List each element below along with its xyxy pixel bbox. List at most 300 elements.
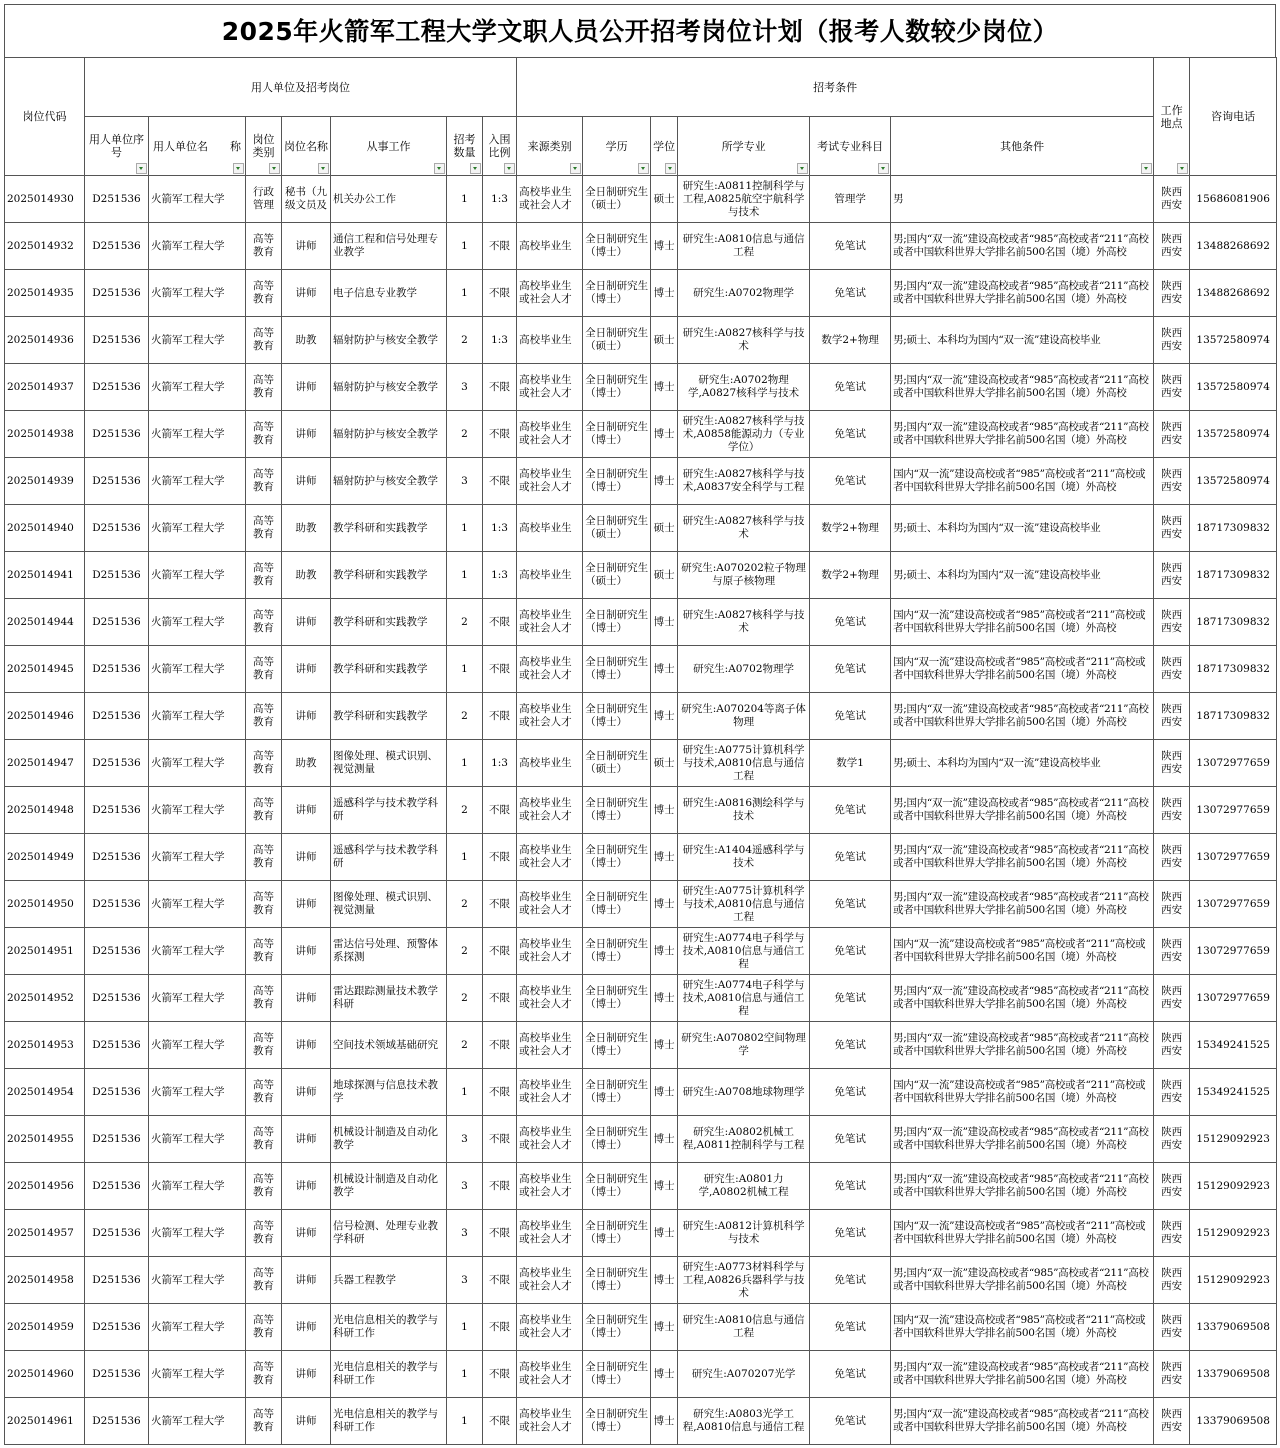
cell-location[interactable]: 陕西西安 xyxy=(1154,1398,1190,1445)
cell-education[interactable]: 全日制研究生（博士） xyxy=(583,693,651,740)
cell-other[interactable]: 男 xyxy=(891,176,1154,223)
cell-major[interactable]: 研究生:A0702物理学 xyxy=(678,270,810,317)
cell-ratio[interactable]: 不限 xyxy=(483,458,517,505)
cell-major[interactable]: 研究生:A0816测绘科学与技术 xyxy=(678,787,810,834)
cell-other[interactable]: 男;国内“双一流”建设高校或者“985”高校或者“211”高校或者中国软科世界大学排名前500名国（境）外高校 xyxy=(891,1022,1154,1069)
cell-work[interactable]: 辐射防护与核安全教学 xyxy=(331,458,447,505)
cell-count[interactable]: 3 xyxy=(447,1163,483,1210)
cell-phone[interactable]: 15129092923 xyxy=(1190,1210,1277,1257)
filter-dropdown-icon[interactable] xyxy=(233,163,244,174)
cell-phone[interactable]: 13572580974 xyxy=(1190,317,1277,364)
cell-ratio[interactable]: 1:3 xyxy=(483,505,517,552)
cell-work[interactable]: 机关办公工作 xyxy=(331,176,447,223)
cell-degree[interactable]: 硕士 xyxy=(651,317,678,364)
cell-code[interactable]: 2025014953 xyxy=(5,1022,85,1069)
cell-work[interactable]: 光电信息相关的教学与科研工作 xyxy=(331,1304,447,1351)
cell-education[interactable]: 全日制研究生（博士） xyxy=(583,1116,651,1163)
cell-exam[interactable]: 免笔试 xyxy=(810,881,891,928)
cell-degree[interactable]: 硕士 xyxy=(651,505,678,552)
cell-phone[interactable]: 13572580974 xyxy=(1190,458,1277,505)
cell-major[interactable]: 研究生:A070204等离子体物理 xyxy=(678,693,810,740)
cell-phone[interactable]: 18717309832 xyxy=(1190,599,1277,646)
cell-phone[interactable]: 13488268692 xyxy=(1190,223,1277,270)
cell-ratio[interactable]: 不限 xyxy=(483,975,517,1022)
cell-exam[interactable]: 免笔试 xyxy=(810,1116,891,1163)
cell-unit-no[interactable]: D251536 xyxy=(85,1069,149,1116)
cell-education[interactable]: 全日制研究生（博士） xyxy=(583,270,651,317)
cell-post-name[interactable]: 讲师 xyxy=(282,881,331,928)
cell-post-name[interactable]: 讲师 xyxy=(282,411,331,458)
cell-unit-no[interactable]: D251536 xyxy=(85,1022,149,1069)
cell-exam[interactable]: 免笔试 xyxy=(810,975,891,1022)
cell-post-type[interactable]: 高等教育 xyxy=(246,1398,282,1445)
cell-other[interactable]: 男;国内“双一流”建设高校或者“985”高校或者“211”高校或者中国软科世界大学排名前500名国（境）外高校 xyxy=(891,834,1154,881)
cell-location[interactable]: 陕西西安 xyxy=(1154,1163,1190,1210)
cell-count[interactable]: 3 xyxy=(447,1116,483,1163)
cell-source[interactable]: 高校毕业生或社会人才 xyxy=(517,1163,583,1210)
cell-phone[interactable]: 18717309832 xyxy=(1190,693,1277,740)
cell-ratio[interactable]: 不限 xyxy=(483,1210,517,1257)
cell-unit-no[interactable]: D251536 xyxy=(85,317,149,364)
cell-degree[interactable]: 博士 xyxy=(651,928,678,975)
filter-dropdown-icon[interactable] xyxy=(136,163,147,174)
cell-other[interactable]: 男;国内“双一流”建设高校或者“985”高校或者“211”高校或者中国软科世界大学排名前500名国（境）外高校 xyxy=(891,411,1154,458)
cell-count[interactable]: 1 xyxy=(447,176,483,223)
cell-exam[interactable]: 免笔试 xyxy=(810,787,891,834)
cell-code[interactable]: 2025014955 xyxy=(5,1116,85,1163)
cell-other[interactable]: 国内“双一流”建设高校或者“985”高校或者“211”高校或者中国软科世界大学排名前500名国（境）外高校 xyxy=(891,599,1154,646)
cell-degree[interactable]: 硕士 xyxy=(651,552,678,599)
cell-education[interactable]: 全日制研究生（博士） xyxy=(583,364,651,411)
cell-unit-no[interactable]: D251536 xyxy=(85,646,149,693)
cell-phone[interactable]: 13072977659 xyxy=(1190,975,1277,1022)
cell-work[interactable]: 图像处理、模式识别、视觉测量 xyxy=(331,740,447,787)
filter-dropdown-icon[interactable] xyxy=(1141,163,1152,174)
cell-exam[interactable]: 免笔试 xyxy=(810,928,891,975)
cell-source[interactable]: 高校毕业生 xyxy=(517,505,583,552)
cell-post-name[interactable]: 讲师 xyxy=(282,1022,331,1069)
cell-ratio[interactable]: 1:3 xyxy=(483,740,517,787)
cell-work[interactable]: 空间技术领域基础研究 xyxy=(331,1022,447,1069)
cell-code[interactable]: 2025014959 xyxy=(5,1304,85,1351)
cell-degree[interactable]: 博士 xyxy=(651,1116,678,1163)
cell-unit-name[interactable]: 火箭军工程大学 xyxy=(149,1163,246,1210)
cell-ratio[interactable]: 不限 xyxy=(483,270,517,317)
cell-unit-no[interactable]: D251536 xyxy=(85,223,149,270)
cell-major[interactable]: 研究生:A0775计算机科学与技术,A0810信息与通信工程 xyxy=(678,881,810,928)
cell-ratio[interactable]: 不限 xyxy=(483,599,517,646)
cell-location[interactable]: 陕西西安 xyxy=(1154,1257,1190,1304)
cell-exam[interactable]: 数学1 xyxy=(810,740,891,787)
cell-work[interactable]: 雷达信号处理、预警体系探测 xyxy=(331,928,447,975)
cell-location[interactable]: 陕西西安 xyxy=(1154,1069,1190,1116)
cell-education[interactable]: 全日制研究生（博士） xyxy=(583,1398,651,1445)
cell-post-type[interactable]: 高等教育 xyxy=(246,1210,282,1257)
cell-post-name[interactable]: 讲师 xyxy=(282,223,331,270)
cell-code[interactable]: 2025014941 xyxy=(5,552,85,599)
cell-unit-name[interactable]: 火箭军工程大学 xyxy=(149,834,246,881)
cell-post-type[interactable]: 高等教育 xyxy=(246,317,282,364)
cell-code[interactable]: 2025014944 xyxy=(5,599,85,646)
cell-unit-name[interactable]: 火箭军工程大学 xyxy=(149,1116,246,1163)
cell-education[interactable]: 全日制研究生（博士） xyxy=(583,1351,651,1398)
cell-code[interactable]: 2025014937 xyxy=(5,364,85,411)
cell-post-type[interactable]: 高等教育 xyxy=(246,881,282,928)
cell-major[interactable]: 研究生:A070207光学 xyxy=(678,1351,810,1398)
cell-count[interactable]: 3 xyxy=(447,1257,483,1304)
cell-post-name[interactable]: 秘书（九级文员及 xyxy=(282,176,331,223)
cell-count[interactable]: 2 xyxy=(447,411,483,458)
cell-exam[interactable]: 免笔试 xyxy=(810,1069,891,1116)
cell-post-name[interactable]: 讲师 xyxy=(282,364,331,411)
cell-phone[interactable]: 18717309832 xyxy=(1190,552,1277,599)
cell-code[interactable]: 2025014940 xyxy=(5,505,85,552)
cell-code[interactable]: 2025014957 xyxy=(5,1210,85,1257)
cell-post-name[interactable]: 讲师 xyxy=(282,834,331,881)
cell-code[interactable]: 2025014950 xyxy=(5,881,85,928)
cell-post-type[interactable]: 高等教育 xyxy=(246,1069,282,1116)
filter-dropdown-icon[interactable] xyxy=(318,163,329,174)
cell-post-type[interactable]: 高等教育 xyxy=(246,599,282,646)
cell-education[interactable]: 全日制研究生（博士） xyxy=(583,1257,651,1304)
cell-unit-name[interactable]: 火箭军工程大学 xyxy=(149,1022,246,1069)
cell-ratio[interactable]: 不限 xyxy=(483,1022,517,1069)
cell-post-type[interactable]: 高等教育 xyxy=(246,458,282,505)
cell-unit-name[interactable]: 火箭军工程大学 xyxy=(149,317,246,364)
cell-degree[interactable]: 博士 xyxy=(651,646,678,693)
cell-post-type[interactable]: 高等教育 xyxy=(246,505,282,552)
cell-exam[interactable]: 免笔试 xyxy=(810,646,891,693)
cell-major[interactable]: 研究生:A0802机械工程,A0811控制科学与工程 xyxy=(678,1116,810,1163)
cell-other[interactable]: 男;国内“双一流”建设高校或者“985”高校或者“211”高校或者中国软科世界大学排名前500名国（境）外高校 xyxy=(891,270,1154,317)
cell-education[interactable]: 全日制研究生（博士） xyxy=(583,411,651,458)
cell-education[interactable]: 全日制研究生（博士） xyxy=(583,1022,651,1069)
cell-unit-no[interactable]: D251536 xyxy=(85,693,149,740)
cell-degree[interactable]: 博士 xyxy=(651,270,678,317)
cell-other[interactable]: 男;国内“双一流”建设高校或者“985”高校或者“211”高校或者中国软科世界大学排名前500名国（境）外高校 xyxy=(891,223,1154,270)
cell-major[interactable]: 研究生:A0774电子科学与技术,A0810信息与通信工程 xyxy=(678,928,810,975)
cell-post-name[interactable]: 讲师 xyxy=(282,1163,331,1210)
cell-education[interactable]: 全日制研究生（硕士） xyxy=(583,317,651,364)
cell-count[interactable]: 2 xyxy=(447,975,483,1022)
cell-major[interactable]: 研究生:A0708地球物理学 xyxy=(678,1069,810,1116)
cell-count[interactable]: 2 xyxy=(447,928,483,975)
cell-phone[interactable]: 15129092923 xyxy=(1190,1163,1277,1210)
cell-major[interactable]: 研究生:A070202粒子物理与原子核物理 xyxy=(678,552,810,599)
cell-source[interactable]: 高校毕业生或社会人才 xyxy=(517,928,583,975)
cell-exam[interactable]: 数学2+物理 xyxy=(810,505,891,552)
cell-code[interactable]: 2025014939 xyxy=(5,458,85,505)
cell-post-name[interactable]: 讲师 xyxy=(282,787,331,834)
cell-unit-no[interactable]: D251536 xyxy=(85,364,149,411)
cell-count[interactable]: 1 xyxy=(447,740,483,787)
cell-degree[interactable]: 博士 xyxy=(651,1163,678,1210)
cell-education[interactable]: 全日制研究生（博士） xyxy=(583,975,651,1022)
cell-major[interactable]: 研究生:A0812计算机科学与技术 xyxy=(678,1210,810,1257)
cell-unit-no[interactable]: D251536 xyxy=(85,928,149,975)
cell-post-name[interactable]: 讲师 xyxy=(282,1116,331,1163)
cell-other[interactable]: 国内“双一流”建设高校或者“985”高校或者“211”高校或者中国软科世界大学排名前500名国（境）外高校 xyxy=(891,1069,1154,1116)
cell-post-type[interactable]: 高等教育 xyxy=(246,975,282,1022)
cell-exam[interactable]: 免笔试 xyxy=(810,1257,891,1304)
cell-location[interactable]: 陕西西安 xyxy=(1154,928,1190,975)
cell-post-type[interactable]: 高等教育 xyxy=(246,270,282,317)
cell-code[interactable]: 2025014938 xyxy=(5,411,85,458)
cell-unit-name[interactable]: 火箭军工程大学 xyxy=(149,364,246,411)
cell-unit-name[interactable]: 火箭军工程大学 xyxy=(149,176,246,223)
cell-degree[interactable]: 博士 xyxy=(651,1022,678,1069)
cell-work[interactable]: 辐射防护与核安全教学 xyxy=(331,364,447,411)
cell-education[interactable]: 全日制研究生（博士） xyxy=(583,1163,651,1210)
cell-location[interactable]: 陕西西安 xyxy=(1154,834,1190,881)
cell-unit-no[interactable]: D251536 xyxy=(85,1257,149,1304)
cell-source[interactable]: 高校毕业生或社会人才 xyxy=(517,1022,583,1069)
cell-work[interactable]: 教学科研和实践教学 xyxy=(331,646,447,693)
cell-education[interactable]: 全日制研究生（博士） xyxy=(583,646,651,693)
cell-other[interactable]: 男;国内“双一流”建设高校或者“985”高校或者“211”高校或者中国软科世界大学排名前500名国（境）外高校 xyxy=(891,364,1154,411)
cell-unit-no[interactable]: D251536 xyxy=(85,881,149,928)
cell-phone[interactable]: 15349241525 xyxy=(1190,1069,1277,1116)
cell-exam[interactable]: 免笔试 xyxy=(810,364,891,411)
cell-ratio[interactable]: 不限 xyxy=(483,1116,517,1163)
cell-code[interactable]: 2025014952 xyxy=(5,975,85,1022)
cell-unit-no[interactable]: D251536 xyxy=(85,552,149,599)
cell-work[interactable]: 雷达跟踪测量技术教学科研 xyxy=(331,975,447,1022)
filter-dropdown-icon[interactable] xyxy=(470,163,481,174)
cell-code[interactable]: 2025014945 xyxy=(5,646,85,693)
cell-exam[interactable]: 免笔试 xyxy=(810,599,891,646)
cell-exam[interactable]: 数学2+物理 xyxy=(810,552,891,599)
cell-phone[interactable]: 13072977659 xyxy=(1190,834,1277,881)
cell-location[interactable]: 陕西西安 xyxy=(1154,1022,1190,1069)
cell-major[interactable]: 研究生:A0827核科学与技术 xyxy=(678,317,810,364)
cell-source[interactable]: 高校毕业生或社会人才 xyxy=(517,1398,583,1445)
cell-exam[interactable]: 免笔试 xyxy=(810,834,891,881)
cell-exam[interactable]: 免笔试 xyxy=(810,1351,891,1398)
filter-dropdown-icon[interactable] xyxy=(638,163,649,174)
cell-post-type[interactable]: 高等教育 xyxy=(246,693,282,740)
cell-source[interactable]: 高校毕业生或社会人才 xyxy=(517,693,583,740)
cell-unit-no[interactable]: D251536 xyxy=(85,740,149,787)
cell-work[interactable]: 辐射防护与核安全教学 xyxy=(331,411,447,458)
cell-work[interactable]: 兵器工程教学 xyxy=(331,1257,447,1304)
cell-ratio[interactable]: 不限 xyxy=(483,881,517,928)
cell-exam[interactable]: 免笔试 xyxy=(810,1210,891,1257)
cell-unit-name[interactable]: 火箭军工程大学 xyxy=(149,740,246,787)
cell-other[interactable]: 男;国内“双一流”建设高校或者“985”高校或者“211”高校或者中国软科世界大学排名前500名国（境）外高校 xyxy=(891,787,1154,834)
cell-phone[interactable]: 13572580974 xyxy=(1190,364,1277,411)
cell-source[interactable]: 高校毕业生或社会人才 xyxy=(517,1257,583,1304)
cell-code[interactable]: 2025014961 xyxy=(5,1398,85,1445)
cell-unit-name[interactable]: 火箭军工程大学 xyxy=(149,881,246,928)
cell-code[interactable]: 2025014958 xyxy=(5,1257,85,1304)
cell-count[interactable]: 1 xyxy=(447,1304,483,1351)
cell-post-type[interactable]: 高等教育 xyxy=(246,411,282,458)
cell-count[interactable]: 1 xyxy=(447,834,483,881)
cell-post-type[interactable]: 高等教育 xyxy=(246,1116,282,1163)
cell-post-name[interactable]: 助教 xyxy=(282,740,331,787)
cell-count[interactable]: 3 xyxy=(447,364,483,411)
cell-post-type[interactable]: 高等教育 xyxy=(246,646,282,693)
cell-ratio[interactable]: 不限 xyxy=(483,1304,517,1351)
cell-location[interactable]: 陕西西安 xyxy=(1154,176,1190,223)
cell-unit-no[interactable]: D251536 xyxy=(85,1304,149,1351)
cell-count[interactable]: 1 xyxy=(447,1398,483,1445)
cell-major[interactable]: 研究生:A0827核科学与技术 xyxy=(678,599,810,646)
cell-major[interactable]: 研究生:A0811控制科学与工程,A0825航空宇航科学与技术 xyxy=(678,176,810,223)
cell-unit-no[interactable]: D251536 xyxy=(85,1163,149,1210)
cell-count[interactable]: 1 xyxy=(447,1351,483,1398)
cell-work[interactable]: 教学科研和实践教学 xyxy=(331,505,447,552)
cell-post-name[interactable]: 助教 xyxy=(282,505,331,552)
cell-code[interactable]: 2025014930 xyxy=(5,176,85,223)
cell-source[interactable]: 高校毕业生或社会人才 xyxy=(517,881,583,928)
cell-degree[interactable]: 硕士 xyxy=(651,176,678,223)
cell-degree[interactable]: 博士 xyxy=(651,1304,678,1351)
cell-phone[interactable]: 13072977659 xyxy=(1190,740,1277,787)
cell-degree[interactable]: 博士 xyxy=(651,1257,678,1304)
cell-education[interactable]: 全日制研究生（博士） xyxy=(583,1210,651,1257)
cell-post-type[interactable]: 高等教育 xyxy=(246,364,282,411)
cell-ratio[interactable]: 1:3 xyxy=(483,176,517,223)
cell-ratio[interactable]: 不限 xyxy=(483,1398,517,1445)
cell-code[interactable]: 2025014935 xyxy=(5,270,85,317)
cell-ratio[interactable]: 不限 xyxy=(483,411,517,458)
cell-unit-name[interactable]: 火箭军工程大学 xyxy=(149,787,246,834)
cell-phone[interactable]: 15349241525 xyxy=(1190,1022,1277,1069)
cell-major[interactable]: 研究生:A070802空间物理学 xyxy=(678,1022,810,1069)
cell-unit-no[interactable]: D251536 xyxy=(85,458,149,505)
cell-source[interactable]: 高校毕业生或社会人才 xyxy=(517,364,583,411)
cell-unit-name[interactable]: 火箭军工程大学 xyxy=(149,1210,246,1257)
cell-ratio[interactable]: 不限 xyxy=(483,1163,517,1210)
cell-exam[interactable]: 免笔试 xyxy=(810,223,891,270)
cell-other[interactable]: 男;硕士、本科均为国内“双一流”建设高校毕业 xyxy=(891,740,1154,787)
cell-ratio[interactable]: 1:3 xyxy=(483,552,517,599)
cell-location[interactable]: 陕西西安 xyxy=(1154,270,1190,317)
cell-degree[interactable]: 博士 xyxy=(651,693,678,740)
cell-source[interactable]: 高校毕业生或社会人才 xyxy=(517,1069,583,1116)
cell-source[interactable]: 高校毕业生 xyxy=(517,317,583,364)
cell-source[interactable]: 高校毕业生或社会人才 xyxy=(517,1210,583,1257)
cell-post-name[interactable]: 讲师 xyxy=(282,1257,331,1304)
cell-post-name[interactable]: 讲师 xyxy=(282,1398,331,1445)
cell-source[interactable]: 高校毕业生或社会人才 xyxy=(517,975,583,1022)
filter-dropdown-icon[interactable] xyxy=(1177,163,1188,174)
cell-work[interactable]: 遥感科学与技术教学科研 xyxy=(331,787,447,834)
cell-location[interactable]: 陕西西安 xyxy=(1154,646,1190,693)
cell-post-type[interactable]: 行政管理 xyxy=(246,176,282,223)
cell-post-name[interactable]: 讲师 xyxy=(282,646,331,693)
cell-count[interactable]: 1 xyxy=(447,270,483,317)
filter-dropdown-icon[interactable] xyxy=(504,163,515,174)
cell-ratio[interactable]: 不限 xyxy=(483,1351,517,1398)
filter-dropdown-icon[interactable] xyxy=(269,163,280,174)
cell-location[interactable]: 陕西西安 xyxy=(1154,1351,1190,1398)
cell-location[interactable]: 陕西西安 xyxy=(1154,223,1190,270)
filter-dropdown-icon[interactable] xyxy=(797,163,808,174)
cell-phone[interactable]: 15129092923 xyxy=(1190,1257,1277,1304)
cell-degree[interactable]: 博士 xyxy=(651,599,678,646)
cell-ratio[interactable]: 不限 xyxy=(483,834,517,881)
cell-count[interactable]: 1 xyxy=(447,646,483,693)
cell-location[interactable]: 陕西西安 xyxy=(1154,505,1190,552)
cell-ratio[interactable]: 不限 xyxy=(483,928,517,975)
cell-other[interactable]: 男;国内“双一流”建设高校或者“985”高校或者“211”高校或者中国软科世界大学排名前500名国（境）外高校 xyxy=(891,881,1154,928)
cell-major[interactable]: 研究生:A0827核科学与技术 xyxy=(678,505,810,552)
cell-post-type[interactable]: 高等教育 xyxy=(246,1304,282,1351)
cell-post-name[interactable]: 讲师 xyxy=(282,693,331,740)
cell-major[interactable]: 研究生:A0803光学工程,A0810信息与通信工程 xyxy=(678,1398,810,1445)
cell-source[interactable]: 高校毕业生或社会人才 xyxy=(517,646,583,693)
cell-major[interactable]: 研究生:A0810信息与通信工程 xyxy=(678,223,810,270)
cell-phone[interactable]: 13572580974 xyxy=(1190,411,1277,458)
cell-source[interactable]: 高校毕业生 xyxy=(517,223,583,270)
cell-code[interactable]: 2025014946 xyxy=(5,693,85,740)
cell-other[interactable]: 男;国内“双一流”建设高校或者“985”高校或者“211”高校或者中国软科世界大学排名前500名国（境）外高校 xyxy=(891,975,1154,1022)
cell-phone[interactable]: 18717309832 xyxy=(1190,505,1277,552)
cell-source[interactable]: 高校毕业生或社会人才 xyxy=(517,1116,583,1163)
cell-code[interactable]: 2025014951 xyxy=(5,928,85,975)
cell-exam[interactable]: 数学2+物理 xyxy=(810,317,891,364)
cell-degree[interactable]: 博士 xyxy=(651,1398,678,1445)
cell-code[interactable]: 2025014948 xyxy=(5,787,85,834)
cell-ratio[interactable]: 不限 xyxy=(483,1257,517,1304)
cell-post-name[interactable]: 讲师 xyxy=(282,599,331,646)
cell-source[interactable]: 高校毕业生 xyxy=(517,552,583,599)
filter-dropdown-icon[interactable] xyxy=(878,163,889,174)
cell-source[interactable]: 高校毕业生或社会人才 xyxy=(517,270,583,317)
cell-unit-no[interactable]: D251536 xyxy=(85,176,149,223)
cell-education[interactable]: 全日制研究生（博士） xyxy=(583,458,651,505)
cell-code[interactable]: 2025014936 xyxy=(5,317,85,364)
cell-post-name[interactable]: 讲师 xyxy=(282,270,331,317)
cell-post-type[interactable]: 高等教育 xyxy=(246,740,282,787)
cell-degree[interactable]: 博士 xyxy=(651,975,678,1022)
cell-unit-name[interactable]: 火箭军工程大学 xyxy=(149,505,246,552)
cell-post-name[interactable]: 助教 xyxy=(282,552,331,599)
cell-work[interactable]: 地球探测与信息技术教学 xyxy=(331,1069,447,1116)
cell-unit-name[interactable]: 火箭军工程大学 xyxy=(149,411,246,458)
cell-code[interactable]: 2025014947 xyxy=(5,740,85,787)
cell-unit-name[interactable]: 火箭军工程大学 xyxy=(149,1304,246,1351)
cell-education[interactable]: 全日制研究生（博士） xyxy=(583,1304,651,1351)
cell-location[interactable]: 陕西西安 xyxy=(1154,458,1190,505)
cell-ratio[interactable]: 不限 xyxy=(483,364,517,411)
cell-major[interactable]: 研究生:A0801力学,A0802机械工程 xyxy=(678,1163,810,1210)
cell-post-type[interactable]: 高等教育 xyxy=(246,1022,282,1069)
cell-unit-name[interactable]: 火箭军工程大学 xyxy=(149,223,246,270)
cell-major[interactable]: 研究生:A1404遥感科学与技术 xyxy=(678,834,810,881)
cell-exam[interactable]: 管理学 xyxy=(810,176,891,223)
cell-education[interactable]: 全日制研究生（博士） xyxy=(583,928,651,975)
cell-unit-name[interactable]: 火箭军工程大学 xyxy=(149,1398,246,1445)
cell-unit-no[interactable]: D251536 xyxy=(85,1210,149,1257)
cell-other[interactable]: 国内“双一流”建设高校或者“985”高校或者“211”高校或者中国软科世界大学排名前500名国（境）外高校 xyxy=(891,646,1154,693)
cell-source[interactable]: 高校毕业生或社会人才 xyxy=(517,834,583,881)
cell-count[interactable]: 1 xyxy=(447,223,483,270)
cell-location[interactable]: 陕西西安 xyxy=(1154,787,1190,834)
cell-source[interactable]: 高校毕业生或社会人才 xyxy=(517,1304,583,1351)
cell-phone[interactable]: 13379069508 xyxy=(1190,1304,1277,1351)
cell-post-name[interactable]: 助教 xyxy=(282,317,331,364)
cell-post-type[interactable]: 高等教育 xyxy=(246,928,282,975)
cell-degree[interactable]: 博士 xyxy=(651,364,678,411)
cell-unit-no[interactable]: D251536 xyxy=(85,1398,149,1445)
cell-count[interactable]: 2 xyxy=(447,1022,483,1069)
cell-location[interactable]: 陕西西安 xyxy=(1154,881,1190,928)
cell-degree[interactable]: 博士 xyxy=(651,458,678,505)
